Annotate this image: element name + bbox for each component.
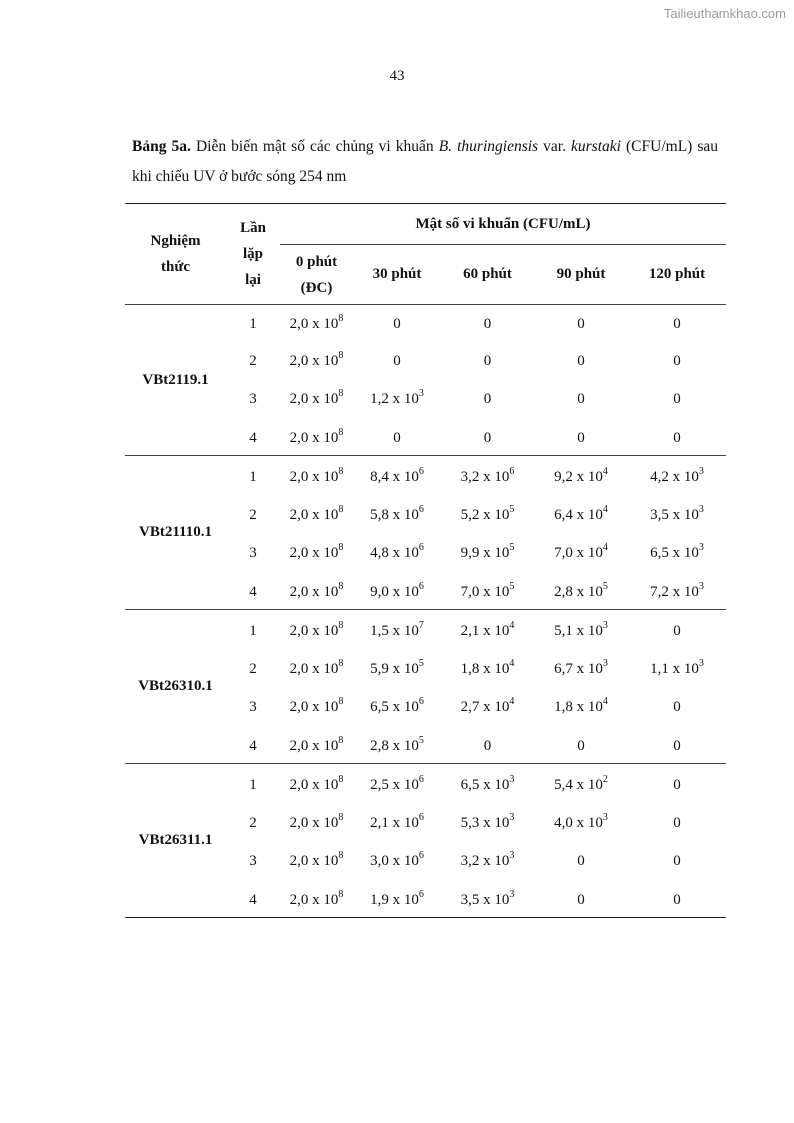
- density-exponent: 6: [418, 773, 424, 785]
- density-value: [441, 532, 534, 576]
- density-mantissa: 0: [577, 737, 585, 754]
- density-value: [628, 422, 726, 456]
- density-mantissa: 0: [393, 316, 401, 333]
- density-value: [280, 305, 353, 345]
- page-number: 43: [389, 68, 405, 84]
- density-value: [353, 610, 441, 653]
- density-mantissa: 1,2 x 10: [370, 391, 419, 407]
- density-value: [628, 840, 726, 884]
- density-mantissa: 2,0 x 10: [289, 545, 339, 561]
- replicate-number: 3: [249, 699, 257, 715]
- density-exponent: 8: [338, 426, 344, 438]
- density-value: [534, 884, 628, 918]
- density-exponent: 8: [338, 388, 344, 399]
- density-exponent: 8: [338, 503, 344, 515]
- table-header: [125, 204, 726, 305]
- density-mantissa: 0: [673, 316, 681, 333]
- density-mantissa: 0: [483, 352, 492, 369]
- table-body: [125, 305, 726, 918]
- density-mantissa: 0: [673, 853, 681, 869]
- density-mantissa: 0: [483, 429, 492, 446]
- density-exponent: 6: [418, 850, 424, 861]
- density-value: [534, 730, 628, 764]
- replicate-number: 1: [249, 776, 257, 793]
- density-value: [441, 807, 534, 840]
- replicate-number: 1: [249, 622, 257, 639]
- density-value: [280, 422, 353, 456]
- density-value: [534, 378, 628, 422]
- density-mantissa: 0: [673, 391, 681, 407]
- density-mantissa: 2,0 x 10: [289, 429, 339, 446]
- replicate-number: 1: [249, 468, 257, 485]
- strain-name: VBt26311.1: [125, 764, 226, 918]
- density-value: [441, 305, 534, 345]
- density-value: [353, 653, 441, 686]
- density-mantissa: 3,5 x 10: [650, 506, 699, 523]
- header-time-120: 120 phút: [628, 245, 726, 305]
- caption-label: Bảng 5a.: [132, 138, 191, 155]
- density-value: [441, 345, 534, 378]
- density-mantissa: 1,8 x 10: [554, 699, 603, 715]
- density-mantissa: 5,8 x 10: [370, 506, 419, 523]
- table-row: [125, 305, 726, 345]
- watermark: Tailieuthamkhao.com: [663, 6, 786, 21]
- density-exponent: 3: [509, 811, 515, 823]
- caption-species: B. thuringiensis: [438, 138, 539, 155]
- density-exponent: 8: [338, 811, 344, 823]
- density-mantissa: 2,0 x 10: [289, 316, 339, 333]
- density-mantissa: 0: [577, 429, 585, 446]
- density-exponent: 8: [338, 465, 344, 477]
- density-exponent: 3: [602, 619, 608, 631]
- density-exponent: 4: [602, 542, 608, 553]
- density-value: [628, 456, 726, 499]
- density-mantissa: 2,8 x 10: [370, 737, 419, 754]
- density-value: [534, 422, 628, 456]
- density-mantissa: 7,0 x 10: [554, 545, 603, 561]
- density-mantissa: 9,2 x 10: [554, 468, 603, 485]
- density-value: [353, 764, 441, 807]
- density-exponent: 6: [418, 811, 424, 823]
- density-value: [534, 686, 628, 730]
- density-mantissa: 2,0 x 10: [289, 737, 339, 754]
- density-mantissa: 3,0 x 10: [370, 853, 419, 869]
- density-mantissa: 5,4 x 10: [554, 776, 603, 793]
- density-value: [280, 730, 353, 764]
- density-exponent: 5: [602, 580, 608, 592]
- density-value: [534, 305, 628, 345]
- density-mantissa: 0: [483, 316, 492, 333]
- density-mantissa: 2,8 x 10: [554, 583, 603, 600]
- replicate-number: 4: [226, 576, 280, 610]
- density-mantissa: 2,0 x 10: [289, 814, 339, 831]
- density-value: [280, 653, 353, 686]
- density-mantissa: 7,2 x 10: [650, 583, 699, 600]
- density-value: [628, 576, 726, 610]
- density-mantissa: 2,0 x 10: [289, 352, 339, 369]
- density-exponent: 8: [338, 619, 344, 631]
- density-value: [441, 730, 534, 764]
- density-value: [628, 764, 726, 807]
- strain-name: VBt2119.1: [125, 305, 226, 456]
- table-row: [125, 610, 726, 653]
- density-mantissa: 0: [483, 391, 492, 407]
- density-exponent: 6: [509, 465, 515, 477]
- density-value: [534, 499, 628, 532]
- density-value: [353, 686, 441, 730]
- header-time-30: 30 phút: [353, 245, 441, 305]
- density-value: [280, 456, 353, 499]
- density-value: [280, 345, 353, 378]
- header-time-0-line1: 0 phút: [295, 253, 338, 270]
- density-value: [441, 422, 534, 456]
- density-exponent: 5: [418, 657, 424, 669]
- density-mantissa: 4,8 x 10: [370, 545, 419, 561]
- density-value: [353, 499, 441, 532]
- density-value: [280, 686, 353, 730]
- density-exponent: 3: [418, 388, 424, 399]
- density-value: [353, 456, 441, 499]
- density-mantissa: 1,9 x 10: [370, 891, 419, 908]
- density-value: [628, 884, 726, 918]
- header-treatment-line2: thức: [161, 259, 190, 275]
- density-mantissa: 2,0 x 10: [289, 583, 339, 600]
- header-time-0-line2: (ĐC): [300, 279, 333, 296]
- header-replicate: [226, 204, 280, 305]
- density-mantissa: 0: [673, 737, 681, 754]
- density-exponent: 4: [509, 696, 515, 707]
- density-value: [280, 884, 353, 918]
- density-exponent: 3: [602, 657, 608, 669]
- replicate-number: 3: [249, 853, 257, 869]
- density-value: [441, 499, 534, 532]
- density-value: [353, 345, 441, 378]
- density-value: [280, 840, 353, 884]
- density-value: [280, 807, 353, 840]
- caption-text-1: Diễn biến mật số các chủng vi khuẩn: [195, 138, 434, 155]
- density-value: [534, 764, 628, 807]
- table-row: [125, 456, 726, 499]
- density-mantissa: 0: [577, 853, 585, 869]
- replicate-number: 3: [249, 545, 257, 561]
- header-treatment-line1: Nghiệm: [150, 233, 201, 249]
- density-exponent: 6: [418, 465, 424, 477]
- density-value: [441, 840, 534, 884]
- density-exponent: 3: [509, 773, 515, 785]
- replicate-number: 2: [249, 352, 257, 369]
- density-mantissa: 0: [673, 429, 681, 446]
- density-exponent: 8: [338, 888, 344, 900]
- density-value: [534, 345, 628, 378]
- density-value: [280, 764, 353, 807]
- density-value: [628, 610, 726, 653]
- density-exponent: 8: [338, 773, 344, 785]
- density-value: [534, 840, 628, 884]
- header-density: Mật số vi khuẩn (CFU/mL): [280, 204, 726, 245]
- density-exponent: 4: [602, 696, 608, 707]
- header-time-90: 90 phút: [534, 245, 628, 305]
- density-value: [534, 456, 628, 499]
- caption-variety: kurstaki: [571, 138, 621, 155]
- density-mantissa: 2,7 x 10: [460, 699, 510, 715]
- density-mantissa: 0: [673, 622, 681, 639]
- density-mantissa: 6,4 x 10: [554, 506, 603, 523]
- density-mantissa: 2,0 x 10: [289, 660, 339, 677]
- density-mantissa: 7,0 x 10: [460, 583, 510, 600]
- density-mantissa: 2,0 x 10: [289, 699, 339, 715]
- density-value: [534, 532, 628, 576]
- density-value: [441, 686, 534, 730]
- header-replicate-line2: lặp: [242, 246, 263, 262]
- density-value: [628, 345, 726, 378]
- replicate-number: 2: [249, 660, 257, 677]
- density-value: [353, 884, 441, 918]
- density-mantissa: 1,5 x 10: [370, 622, 419, 639]
- density-mantissa: 6,5 x 10: [370, 699, 419, 715]
- replicate-number: 3: [249, 391, 257, 407]
- density-exponent: 5: [509, 503, 515, 515]
- density-value: [628, 378, 726, 422]
- table-row: [125, 764, 726, 807]
- density-mantissa: 9,0 x 10: [370, 583, 419, 600]
- density-exponent: 3: [698, 542, 704, 553]
- density-exponent: 6: [418, 580, 424, 592]
- density-mantissa: 2,5 x 10: [370, 776, 419, 793]
- density-exponent: 3: [509, 888, 515, 900]
- density-exponent: 8: [338, 696, 344, 707]
- density-exponent: 8: [338, 580, 344, 592]
- density-mantissa: 4,2 x 10: [650, 468, 699, 485]
- density-mantissa: 2,0 x 10: [289, 853, 339, 869]
- density-mantissa: 5,1 x 10: [554, 622, 603, 639]
- density-exponent: 6: [418, 542, 424, 553]
- density-value: [628, 653, 726, 686]
- density-exponent: 7: [418, 619, 424, 631]
- density-mantissa: 3,2 x 10: [460, 853, 510, 869]
- density-mantissa: 0: [673, 776, 681, 793]
- density-mantissa: 2,1 x 10: [460, 622, 510, 639]
- density-mantissa: 2,1 x 10: [370, 814, 419, 831]
- table-caption: [132, 132, 718, 192]
- density-mantissa: 1,8 x 10: [460, 660, 510, 677]
- strain-name: VBt21110.1: [125, 456, 226, 610]
- density-mantissa: 0: [393, 429, 401, 446]
- density-exponent: 5: [418, 734, 424, 746]
- density-exponent: 3: [698, 657, 704, 669]
- density-value: [353, 378, 441, 422]
- density-value: [628, 499, 726, 532]
- density-exponent: 4: [602, 465, 608, 477]
- density-value: [280, 610, 353, 653]
- density-mantissa: 2,0 x 10: [289, 506, 339, 523]
- density-mantissa: 2,0 x 10: [289, 622, 339, 639]
- strain-name: VBt26310.1: [125, 610, 226, 764]
- replicate-number: 4: [226, 422, 280, 456]
- density-value: [441, 576, 534, 610]
- density-table: [125, 203, 726, 918]
- density-mantissa: 6,7 x 10: [554, 660, 603, 677]
- density-value: [534, 576, 628, 610]
- header-replicate-line1: Lần: [240, 220, 266, 236]
- density-value: [441, 884, 534, 918]
- density-exponent: 6: [418, 888, 424, 900]
- density-exponent: 5: [509, 580, 515, 592]
- density-value: [628, 807, 726, 840]
- density-mantissa: 0: [673, 814, 681, 831]
- density-exponent: 3: [602, 811, 608, 823]
- density-mantissa: 0: [393, 352, 401, 369]
- density-mantissa: 2,0 x 10: [289, 468, 339, 485]
- density-mantissa: 0: [577, 891, 585, 908]
- density-value: [628, 730, 726, 764]
- density-mantissa: 6,5 x 10: [650, 545, 699, 561]
- replicate-number: 2: [249, 506, 257, 523]
- density-value: [280, 378, 353, 422]
- density-value: [353, 532, 441, 576]
- density-value: [353, 305, 441, 345]
- density-value: [280, 532, 353, 576]
- density-mantissa: 0: [577, 316, 585, 333]
- density-value: [534, 610, 628, 653]
- caption-text-3: (CFU/mL) sau khi chiếu UV ở bước sóng 254 nm: [132, 138, 719, 185]
- density-mantissa: 0: [483, 737, 492, 754]
- density-exponent: 8: [338, 542, 344, 553]
- density-mantissa: 3,5 x 10: [460, 891, 510, 908]
- density-mantissa: 0: [577, 352, 585, 369]
- density-exponent: 8: [338, 657, 344, 669]
- density-mantissa: 2,0 x 10: [289, 391, 339, 407]
- header-time-60: 60 phút: [441, 245, 534, 305]
- density-exponent: 4: [602, 503, 608, 515]
- header-time-0: [280, 245, 353, 305]
- density-mantissa: 5,3 x 10: [460, 814, 510, 831]
- density-exponent: 3: [698, 503, 704, 515]
- density-value: [441, 653, 534, 686]
- density-value: [628, 305, 726, 345]
- density-exponent: 3: [698, 580, 704, 592]
- density-mantissa: 1,1 x 10: [650, 660, 699, 677]
- caption-text-2: var.: [543, 138, 566, 155]
- density-value: [441, 610, 534, 653]
- header-replicate-line3: lại: [245, 272, 261, 288]
- density-mantissa: 4,0 x 10: [554, 814, 603, 831]
- density-mantissa: 0: [673, 891, 681, 908]
- density-exponent: 2: [602, 773, 608, 785]
- density-mantissa: 9,9 x 10: [460, 545, 510, 561]
- density-value: [353, 576, 441, 610]
- replicate-number: 4: [226, 730, 280, 764]
- density-exponent: 8: [338, 850, 344, 861]
- density-mantissa: 0: [577, 391, 585, 407]
- density-exponent: 8: [338, 734, 344, 746]
- density-exponent: 8: [338, 349, 344, 361]
- density-value: [280, 576, 353, 610]
- density-value: [441, 764, 534, 807]
- density-exponent: 3: [509, 850, 515, 861]
- density-value: [534, 807, 628, 840]
- density-exponent: 3: [698, 465, 704, 477]
- replicate-number: 4: [226, 884, 280, 918]
- density-value: [353, 807, 441, 840]
- density-value: [441, 378, 534, 422]
- density-exponent: 6: [418, 696, 424, 707]
- density-value: [353, 840, 441, 884]
- replicate-number: 1: [249, 316, 257, 333]
- density-value: [628, 532, 726, 576]
- density-value: [534, 653, 628, 686]
- density-exponent: 6: [418, 503, 424, 515]
- density-value: [353, 422, 441, 456]
- density-exponent: 4: [509, 619, 515, 631]
- density-mantissa: 5,9 x 10: [370, 660, 419, 677]
- density-mantissa: 2,0 x 10: [289, 891, 339, 908]
- density-mantissa: 2,0 x 10: [289, 776, 339, 793]
- density-mantissa: 6,5 x 10: [460, 776, 510, 793]
- density-mantissa: 0: [673, 352, 681, 369]
- density-value: [441, 456, 534, 499]
- density-value: [353, 730, 441, 764]
- density-mantissa: 5,2 x 10: [460, 506, 510, 523]
- header-treatment: [125, 204, 226, 305]
- density-value: [280, 499, 353, 532]
- density-mantissa: 3,2 x 10: [460, 468, 510, 485]
- replicate-number: 2: [249, 814, 257, 831]
- density-exponent: 5: [509, 542, 515, 553]
- density-value: [628, 686, 726, 730]
- density-mantissa: 8,4 x 10: [370, 468, 419, 485]
- density-mantissa: 0: [673, 699, 681, 715]
- density-exponent: 8: [338, 313, 344, 325]
- density-exponent: 4: [509, 657, 515, 669]
